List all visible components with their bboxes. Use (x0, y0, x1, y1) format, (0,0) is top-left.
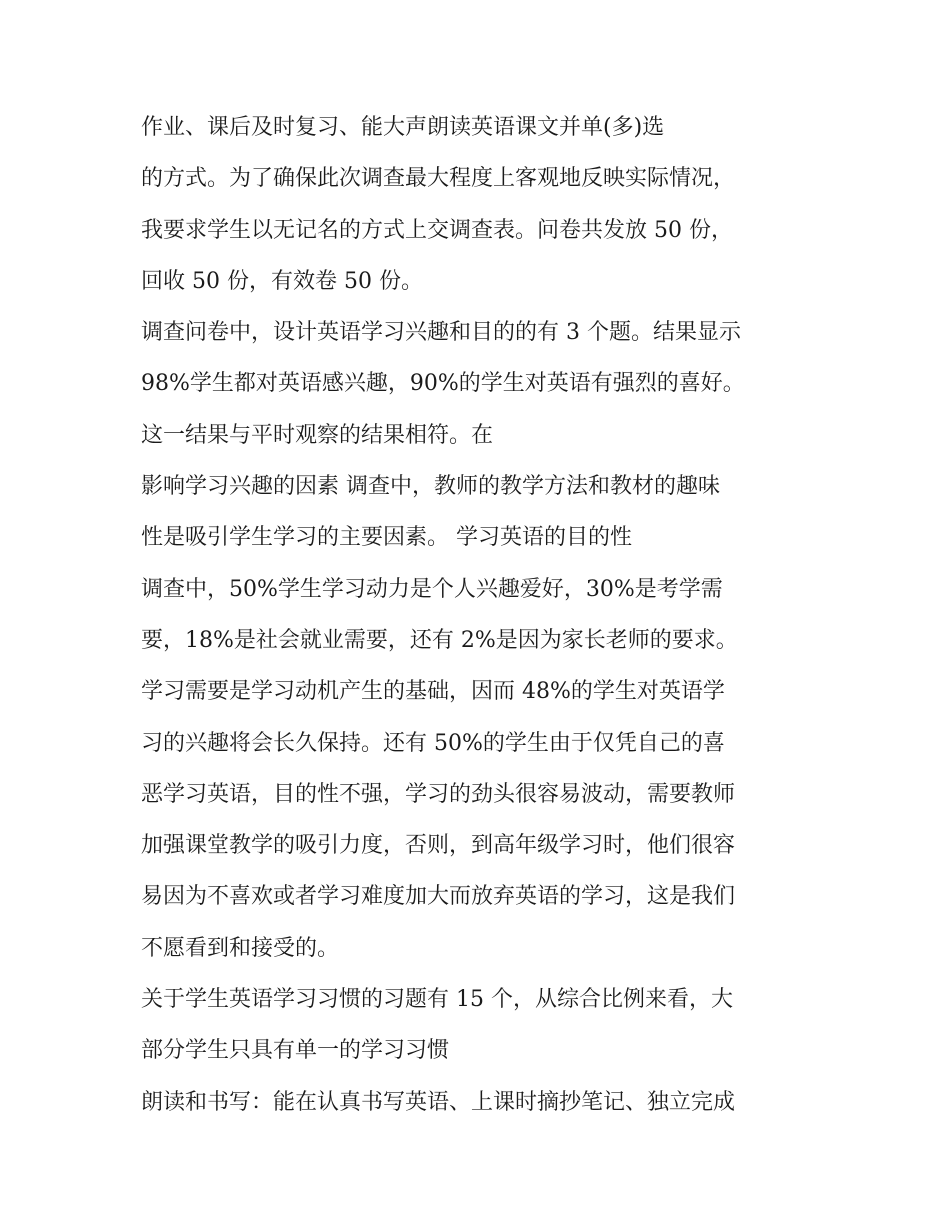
text-line: 恶学习英语，目的性不强，学习的劲头很容易波动，需要教师 (141, 781, 736, 807)
text-line: 我要求学生以无记名的方式上交调查表。问卷共发放 50 份， (141, 217, 733, 243)
text-line: 不愿看到和接受的。 (141, 935, 340, 961)
body-text (141, 108, 821, 1134)
text-line: 朗读和书写：能在认真书写英语、上课时摘抄笔记、独立完成 (141, 1089, 736, 1115)
text-line: 关于学生英语学习习惯的习题有 15 个，从综合比例来看，大 (141, 987, 733, 1013)
text-line: 习的兴趣将会长久保持。还有 50%的学生由于仅凭自己的喜 (141, 730, 725, 756)
text-line: 调查问卷中，设计英语学习兴趣和目的的有 3 个题。结果显示 (141, 320, 741, 346)
text-line: 易因为不喜欢或者学习难度加大而放弃英语的学习，这是我们 (141, 884, 736, 910)
text-line: 作业、课后及时复习、能大声朗读英语课文并单(多)选 (141, 115, 665, 140)
text-line: 性是吸引学生学习的主要因素。 学习英语的目的性 (141, 525, 632, 551)
text-line: 影响学习兴趣的因素 调查中，教师的教学方法和教材的趣味 (141, 474, 720, 500)
text-line: 的方式。为了确保此次调查最大程度上客观地反映实际情况， (141, 166, 736, 192)
text-line: 加强课堂教学的吸引力度，否则，到高年级学习时，他们很容 (141, 833, 736, 859)
text-line: 部分学生只具有单一的学习习惯 (141, 1038, 450, 1064)
text-line: 学习需要是学习动机产生的基础，因而 48%的学生对英语学 (141, 679, 725, 705)
text-line: 这一结果与平时观察的结果相符。在 (141, 422, 494, 448)
text-line: 要，18%是社会就业需要，还有 2%是因为家长老师的要求。 (141, 627, 738, 653)
text-line: 回收 50 份，有效卷 50 份。 (141, 268, 423, 294)
text-line: 调查中，50%学生学习动力是个人兴趣爱好，30%是考学需 (141, 576, 723, 602)
text-line: 98%学生都对英语感兴趣，90%的学生对英语有强烈的喜好。 (141, 371, 745, 397)
